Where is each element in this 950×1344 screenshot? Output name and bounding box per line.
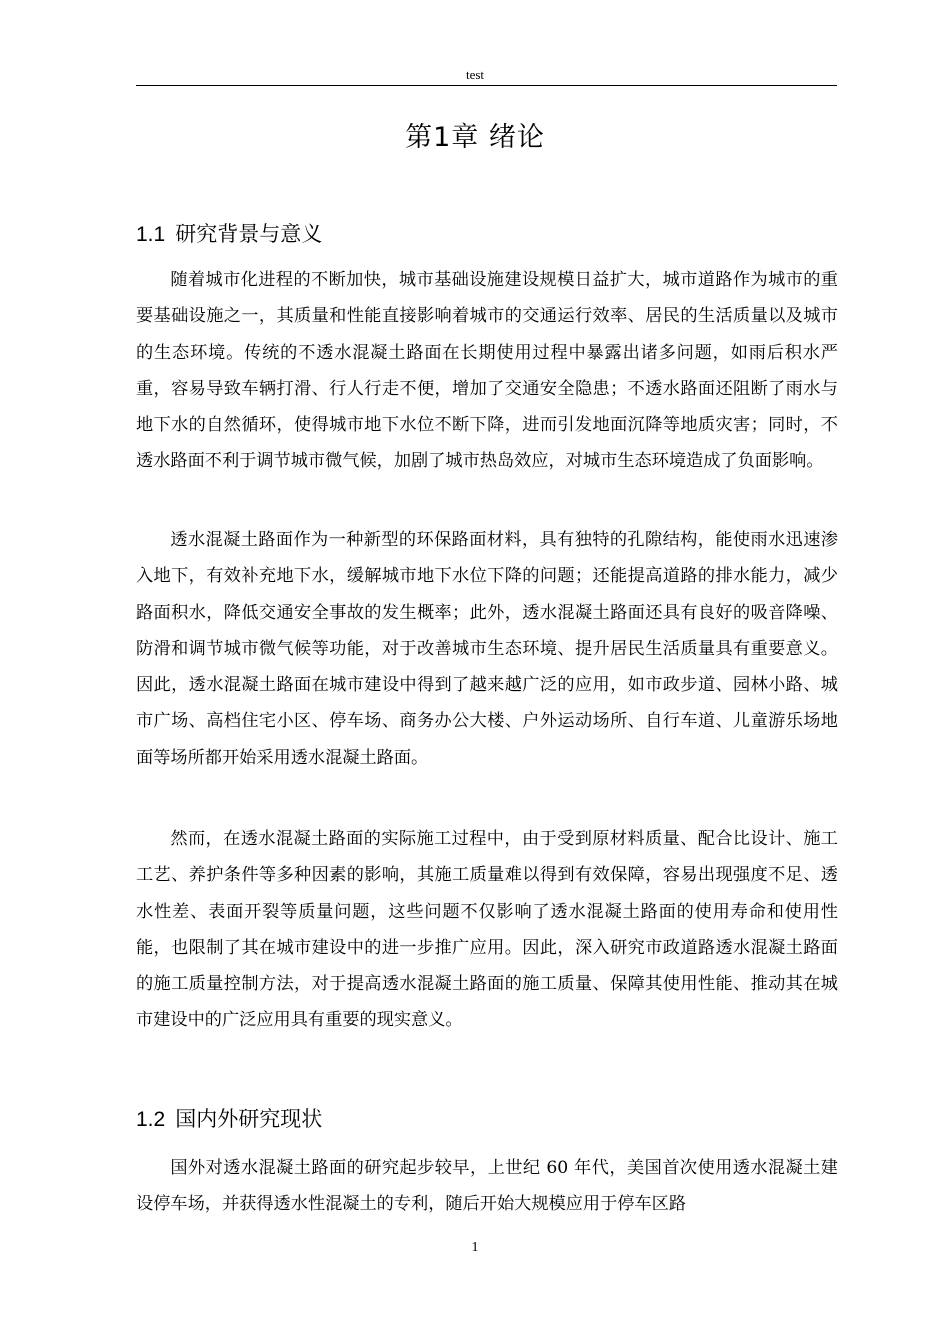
page-number: 1	[471, 1240, 479, 1255]
section-number: 1.2	[136, 1108, 166, 1131]
page-header: test	[465, 67, 485, 82]
paragraph-quality-issues: 然而，在透水混凝土路面的实际施工过程中，由于受到原材料质量、配合比设计、施工工艺、养护条件等多种因素的影响，其施工质量难以得到有效保障，容易出现强度不足、透水性差、表面开裂等质量问题，这些问题不仅影响了透水混凝土路面的使用寿命和使用性能，也限制了其在城市建设中的进一步推广应用。因此，深入研究市政道路透水混凝土路面的施工质量控制方法，对于提高透水混凝土路面的施工质量、保障其使用性能、推动其在城市建设中的广泛应用具有重要的现实意义。	[136, 829, 838, 1031]
paragraph-foreign-research: 国外对透水混凝土路面的研究起步较早，上世纪 60 年代，美国首次使用透水混凝土建设停车场，并获得透水性混凝土的专利，随后开始大规模应用于停车区路	[136, 1158, 838, 1215]
section-title: 研究背景与意义	[175, 222, 323, 246]
section-title: 国内外研究现状	[175, 1107, 323, 1131]
chapter-title: 第1章 绪论	[405, 122, 545, 153]
header-divider	[136, 85, 837, 86]
paragraph-background: 随着城市化进程的不断加快，城市基础设施建设规模日益扩大，城市道路作为城市的重要基础设施之一，其质量和性能直接影响着城市的交通运行效率、居民的生活质量以及城市的生态环境。传统的不透水混凝土路面在长期使用过程中暴露出诸多问题，如雨后积水严重，容易导致车辆打滑、行人行走不便，增加了交通安全隐患；不透水路面还阻断了雨水与地下水的自然循环，使得城市地下水位不断下降，进而引发地面沉降等地质灾害；同时，不透水路面不利于调节城市微气候，加剧了城市热岛效应，对城市生态环境造成了负面影响。	[136, 270, 838, 472]
section-heading-1-1	[136, 219, 322, 250]
section-heading-1-2	[136, 1104, 322, 1135]
paragraph-pervious-concrete: 透水混凝土路面作为一种新型的环保路面材料，具有独特的孔隙结构，能使雨水迅速渗入地下，有效补充地下水，缓解城市地下水位下降的问题；还能提高道路的排水能力，减少路面积水，降低交通安全事故的发生概率；此外，透水混凝土路面还具有良好的吸音降噪、防滑和调节城市微气候等功能，对于改善城市生态环境、提升居民生活质量具有重要意义。因此，透水混凝土路面在城市建设中得到了越来越广泛的应用，如市政步道、园林小路、城市广场、高档住宅小区、停车场、商务办公大楼、户外运动场所、自行车道、儿童游乐场地面等场所都开始采用透水混凝土路面。	[136, 530, 838, 768]
section-number: 1.1	[136, 223, 166, 246]
